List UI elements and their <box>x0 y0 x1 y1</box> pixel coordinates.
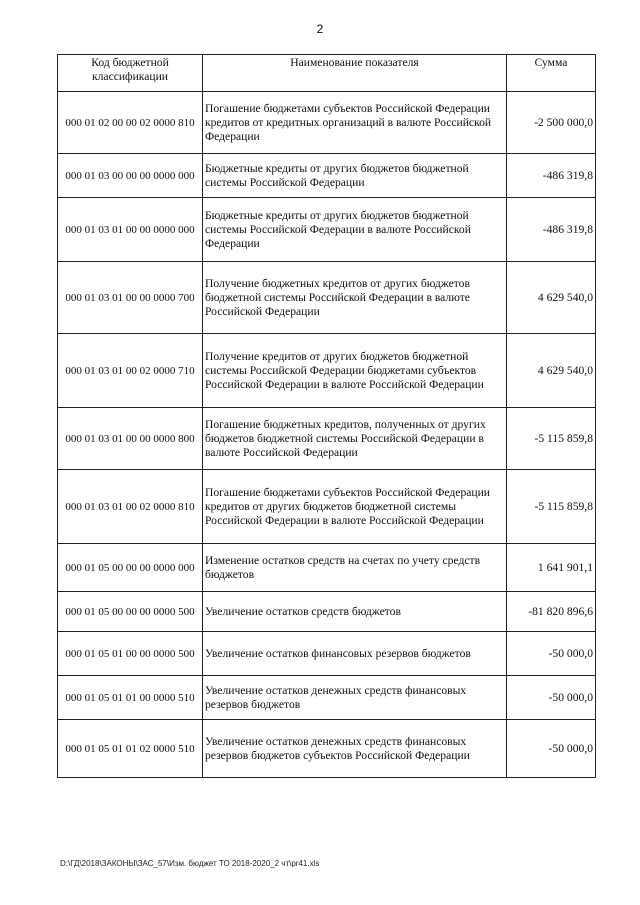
table-row <box>58 720 596 778</box>
sum-cell: -486 319,8 <box>507 154 596 198</box>
table-header-row <box>58 55 596 92</box>
sum-cell: 4 629 540,0 <box>507 262 596 334</box>
header-name: Наименование показателя <box>203 55 507 92</box>
table-row <box>58 92 596 154</box>
name-cell: Бюджетные кредиты от других бюджетов бюджетной системы Российской Федерации <box>203 154 507 198</box>
code-cell: 000 01 03 01 00 00 0000 700 <box>58 262 203 334</box>
header-code: Код бюджетной классификации <box>58 55 203 92</box>
table-row <box>58 408 596 470</box>
sum-cell: -81 820 896,6 <box>507 592 596 632</box>
sum-cell: -2 500 000,0 <box>507 92 596 154</box>
sum-cell: -50 000,0 <box>507 720 596 778</box>
code-cell: 000 01 05 00 00 00 0000 500 <box>58 592 203 632</box>
table-row <box>58 198 596 262</box>
code-cell: 000 01 05 00 00 00 0000 000 <box>58 544 203 592</box>
name-cell: Увеличение остатков средств бюджетов <box>203 592 507 632</box>
table-body <box>58 92 596 778</box>
code-cell: 000 01 03 01 00 02 0000 710 <box>58 334 203 408</box>
table-row <box>58 632 596 676</box>
code-cell: 000 01 03 01 00 00 0000 800 <box>58 408 203 470</box>
table-row <box>58 262 596 334</box>
code-cell: 000 01 05 01 00 00 0000 500 <box>58 632 203 676</box>
budget-table <box>57 54 596 778</box>
table-row <box>58 676 596 720</box>
page-number: 2 <box>316 22 324 36</box>
table-row <box>58 470 596 544</box>
name-cell: Получение бюджетных кредитов от других бюджетов бюджетной системы Российской Федерации в валюте Российской Федерации <box>203 262 507 334</box>
name-cell: Увеличение остатков денежных средств финансовых резервов бюджетов субъектов Российской Федерации <box>203 720 507 778</box>
code-cell: 000 01 03 00 00 00 0000 000 <box>58 154 203 198</box>
code-cell: 000 01 02 00 00 02 0000 810 <box>58 92 203 154</box>
table-row <box>58 334 596 408</box>
name-cell: Погашение бюджетами субъектов Российской Федерации кредитов от кредитных организаций в валюте Российской Федерации <box>203 92 507 154</box>
name-cell: Бюджетные кредиты от других бюджетов бюджетной системы Российской Федерации в валюте Российской Федерации <box>203 198 507 262</box>
name-cell: Получение кредитов от других бюджетов бюджетной системы Российской Федерации бюджетами субъектов Российской Федерации в валюте Российской Федерации <box>203 334 507 408</box>
name-cell: Изменение остатков средств на счетах по учету средств бюджетов <box>203 544 507 592</box>
sum-cell: -50 000,0 <box>507 676 596 720</box>
code-cell: 000 01 03 01 00 00 0000 000 <box>58 198 203 262</box>
name-cell: Погашение бюджетных кредитов, полученных от других бюджетов бюджетной системы Российской Федерации в валюте Российской Федерации <box>203 408 507 470</box>
table-row <box>58 544 596 592</box>
sum-cell: -5 115 859,8 <box>507 408 596 470</box>
sum-cell: -486 319,8 <box>507 198 596 262</box>
table-row <box>58 592 596 632</box>
name-cell: Увеличение остатков денежных средств финансовых резервов бюджетов <box>203 676 507 720</box>
code-cell: 000 01 03 01 00 02 0000 810 <box>58 470 203 544</box>
sum-cell: 1 641 901,1 <box>507 544 596 592</box>
code-cell: 000 01 05 01 01 02 0000 510 <box>58 720 203 778</box>
sum-cell: -50 000,0 <box>507 632 596 676</box>
header-sum: Сумма <box>507 55 596 92</box>
code-cell: 000 01 05 01 01 00 0000 510 <box>58 676 203 720</box>
sum-cell: -5 115 859,8 <box>507 470 596 544</box>
table-row <box>58 154 596 198</box>
name-cell: Погашение бюджетами субъектов Российской Федерации кредитов от других бюджетов бюджетной системы Российской Федерации в валюте Российской Федерации <box>203 470 507 544</box>
sum-cell: 4 629 540,0 <box>507 334 596 408</box>
file-path-footer: D:\ГД\2018\ЗАКОНЫ\ЗАС_57\Изм. бюджет ТО 2018-2020_2 чт\pr41.xls <box>60 859 320 868</box>
name-cell: Увеличение остатков финансовых резервов бюджетов <box>203 632 507 676</box>
